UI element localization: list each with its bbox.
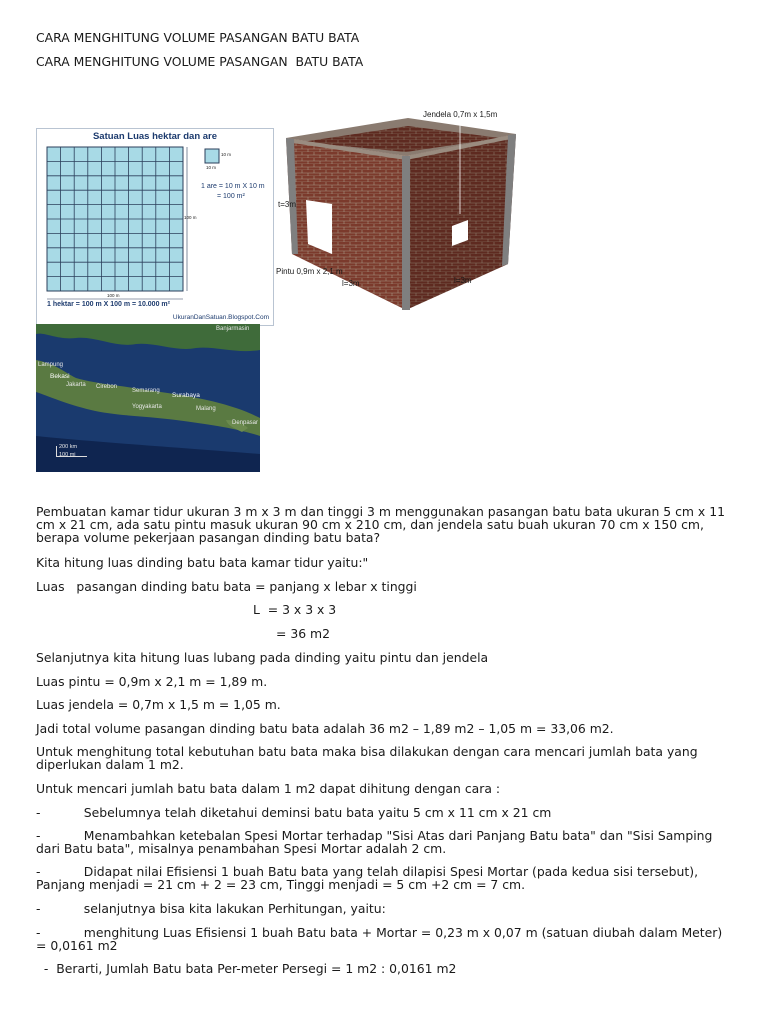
step-3: - Didapat nilai Efisiensi 1 buah Batu bata yang telah dilapisi Spesi Mortar (pada kedua sisi tersebut), Panjang menjadi = 21 cm + 2 = 23 cm, Tinggi menjadi = 5 cm +2 cm = 7 cm. xyxy=(36,864,702,892)
door-label: Pintu 0,9m x 2,1 m xyxy=(276,267,343,276)
problem-statement: Pembuatan kamar tidur ukuran 3 m x 3 m dan tinggi 3 m menggunakan pasangan batu bata ukuran 5 cm x 11 cm x 21 cm, ada satu pintu masuk ukuran 90 cm x 210 cm, dan jendela satu buah ukuran 70 cm x 150 cm, berapa volume pekerjaan pasangan dinding batu bata? xyxy=(36,504,725,545)
brick-room-drawing xyxy=(272,104,532,314)
brick-count-method: Untuk mencari jumlah batu bata dalam 1 m2 dapat dihitung dengan cara : xyxy=(36,781,501,796)
wall-area-intro: Kita hitung luas dinding batu bata kamar tidur yaitu:" xyxy=(36,555,369,570)
step-2: - Menambahkan ketebalan Spesi Mortar terhadap "Sisi Atas dari Panjang Batu bata" dan "Sisi Samping dari Batu bata", misalnya penambahan Spesi Mortar adalah 2 cm. xyxy=(36,828,717,856)
area-units-diagram xyxy=(37,129,273,325)
area-units-figure xyxy=(36,128,274,326)
map-label-bekasi: Bekasi xyxy=(50,373,70,380)
height-label: t=3m xyxy=(278,200,297,209)
map-label-denpasar: Denpasar xyxy=(232,420,259,426)
big-square-side-label: 100 m xyxy=(184,215,197,220)
length-label-left: l=3m xyxy=(342,279,360,288)
map-label-semarang: Semarang xyxy=(132,388,160,394)
big-square-bottom-label: 100 m xyxy=(107,293,120,298)
map-scale-mi: 100 mi xyxy=(59,452,76,458)
wall-area-formula: Luas pasangan dinding batu bata = panjang x lebar x tinggi xyxy=(36,579,417,594)
map-label-malang: Malang xyxy=(196,406,216,412)
are-definition-2: = 100 m² xyxy=(217,193,245,200)
heading-1: CARA MENGHITUNG VOLUME PASANGAN BATU BATA xyxy=(36,30,360,45)
window-area: Luas jendela = 0,7m x 1,5 m = 1,05 m. xyxy=(36,697,281,712)
map-label-yogyakarta: Yogyakarta xyxy=(132,404,162,410)
map-label-surabaya: Surabaya xyxy=(172,392,200,399)
map-label-banjarmasin: Banjarmasin xyxy=(216,326,250,332)
are-definition-1: 1 are = 10 m X 10 m xyxy=(201,183,265,190)
heading-2: CARA MENGHITUNG VOLUME PASANGAN BATU BATA xyxy=(36,54,364,69)
step-5: - menghitung Luas Efisiensi 1 buah Batu bata + Mortar = 0,23 m x 0,07 m (satuan diubah dalam Meter) = 0,0161 m2 xyxy=(36,925,731,953)
window-label: Jendela 0,7m x 1,5m xyxy=(423,110,498,119)
hektar-definition: 1 hektar = 100 m X 100 m = 10.000 m² xyxy=(47,301,170,308)
area-units-title: Satuan Luas hektar dan are xyxy=(92,131,218,142)
small-square-side-label: 10 m xyxy=(221,152,232,157)
satellite-map xyxy=(36,324,260,472)
total-volume: Jadi total volume pasangan dinding batu bata adalah 36 m2 – 1,89 m2 – 1,05 m = 33,06 m2. xyxy=(36,721,614,736)
step-4: - selanjutnya bisa kita lakukan Perhitungan, yaitu: xyxy=(36,901,386,916)
map-label-jakarta: Jakarta xyxy=(66,382,86,388)
area-units-credit: UkuranDanSatuan.Blogspot.Com xyxy=(172,314,269,321)
map-label-cirebon: Cirebon xyxy=(96,384,118,390)
map-scale-km: 200 km xyxy=(59,444,78,450)
opening-area-intro: Selanjutnya kita hitung luas lubang pada dinding yaitu pintu dan jendela xyxy=(36,650,489,665)
door-area: Luas pintu = 0,9m x 2,1 m = 1,89 m. xyxy=(36,674,268,689)
length-label-right: l=3m xyxy=(454,276,472,285)
wall-area-result: = 36 m2 xyxy=(276,626,330,641)
brick-need-intro: Untuk menghitung total kebutuhan batu bata maka bisa dilakukan dengan cara mencari jumlah bata yang diperlukan dalam 1 m2. xyxy=(36,744,698,772)
brick-room-figure xyxy=(272,104,532,314)
wall-area-calc: L = 3 x 3 x 3 xyxy=(253,602,337,617)
step-6: - Berarti, Jumlah Batu bata Per-meter Persegi = 1 m2 : 0,0161 m2 xyxy=(36,961,457,976)
small-square-bottom-label: 10 m xyxy=(206,165,217,170)
map-label-lampung: Lampung xyxy=(38,362,64,368)
step-1: - Sebelumnya telah diketahui deminsi batu bata yaitu 5 cm x 11 cm x 21 cm xyxy=(36,805,552,820)
